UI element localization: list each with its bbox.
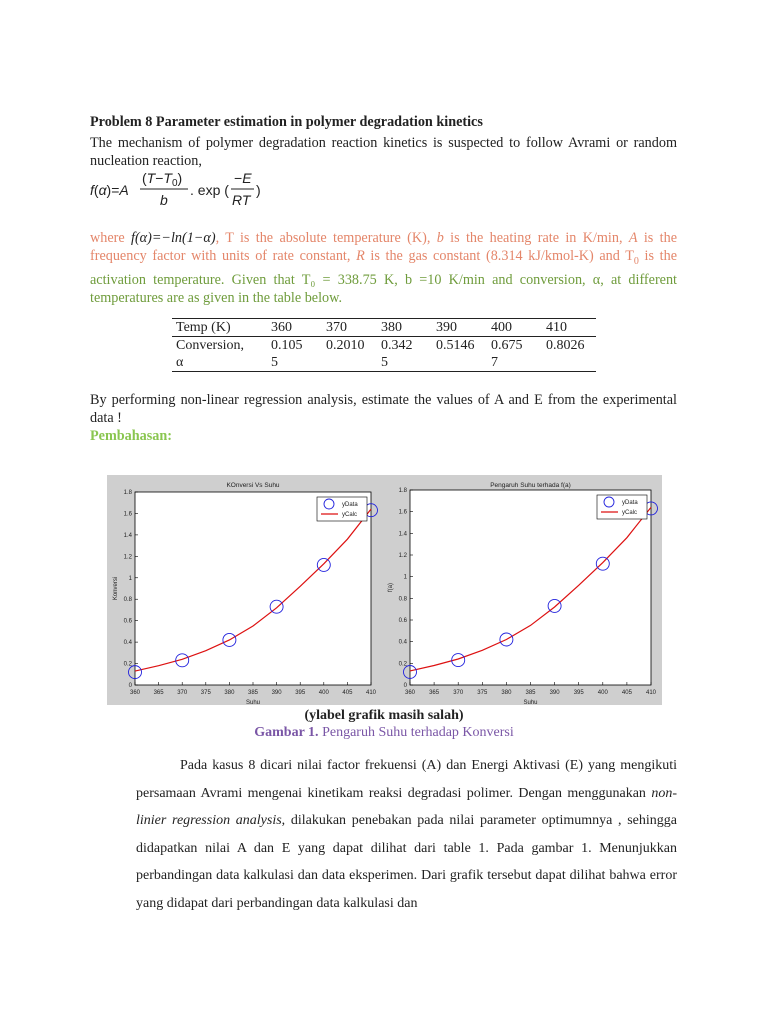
chart-pengaruh-suhu-fa (387, 475, 662, 705)
regression-paragraph: By performing non-linear regression analysis, estimate the values of A and E from the experimental data ! (90, 392, 677, 426)
y-axis-label: f(a) (388, 583, 394, 592)
y-axis-label: Konversi (113, 576, 119, 601)
y-tick-label: 1 (128, 575, 132, 582)
where-text-10: is the (638, 248, 678, 264)
where-green-text: activation temperature. Given that T₀ = 338.75 K, b =10 K/min and conversion, α, at different temperatures are as given in the table below. (90, 271, 677, 306)
where-text-9: 0 (633, 255, 639, 267)
table-cell (432, 337, 487, 372)
x-tick-label: 410 (645, 690, 657, 696)
table-header-temp: Temp (K) (176, 320, 231, 335)
x-tick-label: 400 (597, 690, 608, 696)
y-tick-label: 1 (403, 574, 407, 581)
x-tick-label: 380 (501, 690, 512, 696)
x-tick-label: 410 (365, 690, 377, 696)
problem-title: Problem 8 Parameter estimation in polymer degradation kinetics (90, 114, 483, 130)
x-tick-label: 375 (200, 690, 211, 696)
x-tick-label: 390 (271, 690, 282, 696)
x-tick-label: 400 (318, 690, 329, 696)
x-tick-label: 370 (177, 690, 188, 696)
y-tick-label: 1.4 (398, 531, 407, 538)
y-tick-label: 1.2 (123, 554, 132, 561)
y-tick-label: 0 (403, 683, 407, 689)
discussion-part1: Pada kasus 8 dicari nilai factor frekuensi (A) dan Energi Aktivasi (E) yang mengikuti persamaan Avrami mengenai kinetikam reaksi degradasi polimer. Dengan menggunakan (136, 758, 677, 801)
x-tick-label: 395 (295, 690, 306, 696)
figure-label: Gambar 1. (254, 725, 319, 740)
legend-label-ycalc: yCalc (342, 512, 358, 518)
x-tick-label: 360 (404, 690, 416, 696)
table-row-temp (172, 319, 596, 337)
x-tick-label: 390 (549, 690, 560, 696)
table-cell: 410 (546, 320, 567, 335)
table-cell: 370 (326, 320, 347, 335)
discussion-part2: , dilakukan penebakan pada nilai parameter optimumnya , sehingga didapatkan nilai A dan E yang dapat dilihat dari table 1. Pada gambar 1. Menunjukkan perbandingan data kalkulasi dan data eksperimen. Dari grafik tersebut dapat dilihat bahwa error yang didapat dari perbandingan data kalkulasi dan (136, 813, 678, 911)
figure-caption (0, 725, 768, 741)
svg-text:(T−T0): $(T-T_0)$ (142, 170, 183, 189)
cell-line: 0.342 (381, 338, 413, 353)
x-tick-label: 405 (621, 690, 632, 696)
table-cell: 360 (271, 320, 292, 335)
y-tick-label: 0.6 (398, 618, 407, 624)
svg-text:f(α)=A: f(α)=A (90, 182, 129, 198)
where-paragraph (90, 229, 677, 307)
discussion-italic: non-linier regression analysis (136, 785, 677, 828)
discussion-paragraph (136, 752, 677, 917)
legend-label-ydata: yData (622, 500, 638, 506)
x-tick-label: 380 (224, 690, 235, 696)
f-alpha-definition: f(α)=−ln(1−α) (131, 230, 216, 246)
chart-konversi-vs-suhu (107, 475, 387, 705)
cell-line: 0.5146 (436, 338, 475, 353)
where-text-1: where (90, 230, 131, 246)
where-text-4: is the heating rate in K/min, (443, 230, 629, 246)
where-text-8: is the gas constant (8.314 kJ/kmol-K) and T (364, 248, 634, 264)
y-tick-label: 0.4 (123, 640, 132, 647)
table-cell (322, 337, 377, 372)
chart-title: Pengaruh Suhu terhada f(a) (490, 482, 571, 489)
y-tick-label: 0.2 (123, 661, 132, 668)
svg-text:RT: RT (232, 192, 251, 208)
y-tick-label: 1.2 (398, 553, 407, 559)
y-tick-label: 0.6 (123, 618, 132, 625)
table-cell: 400 (491, 320, 512, 335)
pembahasan-heading: Pembahasan: (90, 428, 172, 444)
chart-title: KOnversi Vs Suhu (226, 482, 280, 489)
x-tick-label: 405 (342, 690, 353, 696)
y-tick-label: 1.8 (398, 488, 407, 494)
x-tick-label: 385 (525, 690, 536, 696)
y-tick-label: 1.8 (123, 490, 132, 496)
svg-text:−E: −E (234, 170, 252, 186)
table-cell: 390 (436, 320, 457, 335)
table-header-conversion (172, 337, 267, 372)
y-tick-label: 0.8 (398, 596, 407, 603)
svg-text:b: b (160, 192, 168, 208)
x-axis-label: Suhu (523, 700, 538, 705)
table-row-conversion (172, 337, 596, 372)
x-tick-label: 375 (477, 690, 488, 696)
legend-label-ycalc: yCalc (622, 510, 638, 516)
data-table (172, 319, 596, 372)
cell-line: 7 (491, 355, 498, 370)
y-tick-label: 0 (128, 683, 132, 689)
cell-line: 5 (381, 355, 388, 370)
y-tick-label: 0.2 (398, 661, 407, 668)
svg-text:. exp (: . exp ( (190, 182, 229, 198)
where-text-5: A (628, 230, 638, 246)
cell-line: 0.8026 (546, 338, 585, 353)
where-text-2: , T is the absolute temperature (K), (215, 230, 437, 246)
alpha-label: α (176, 355, 184, 370)
x-tick-label: 385 (247, 690, 259, 696)
x-tick-label: 395 (573, 690, 584, 696)
table-cell: 380 (381, 320, 402, 335)
where-text-3: b (436, 230, 444, 246)
cell-line: 0.105 (271, 338, 303, 353)
x-axis-label: Suhu (245, 700, 261, 705)
y-tick-label: 1.6 (123, 511, 132, 518)
table-cell (542, 337, 596, 372)
where-text-7: R (356, 248, 365, 264)
x-tick-label: 365 (153, 690, 164, 696)
y-tick-label: 0.4 (398, 639, 407, 646)
x-tick-label: 370 (453, 690, 464, 696)
x-tick-label: 365 (429, 690, 440, 696)
avrami-equation (90, 168, 490, 212)
cell-line: 0.2010 (326, 338, 365, 353)
data-table-wrapper (172, 318, 596, 372)
y-tick-label: 0.8 (123, 597, 132, 604)
table-cell (487, 337, 542, 372)
conversion-label: Conversion, (176, 338, 245, 353)
x-tick-label: 360 (129, 690, 141, 696)
problem-intro: The mechanism of polymer degradation reaction kinetics is suspected to follow Avrami or random nucleation reaction, (90, 135, 677, 169)
figure-note: (ylabel grafik masih salah) (304, 708, 464, 723)
legend-label-ydata: yData (342, 502, 358, 508)
cell-line: 0.675 (491, 338, 523, 353)
table-cell (377, 337, 432, 372)
figure-caption-text: Pengaruh Suhu terhadap Konversi (318, 725, 514, 740)
table-cell (267, 337, 322, 372)
cell-line: 5 (271, 355, 278, 370)
where-text-6: is the frequency factor with units of rate constant, (90, 230, 678, 264)
y-tick-label: 1.6 (398, 509, 407, 516)
svg-text:): ) (256, 182, 261, 198)
y-tick-label: 1.4 (123, 532, 132, 539)
